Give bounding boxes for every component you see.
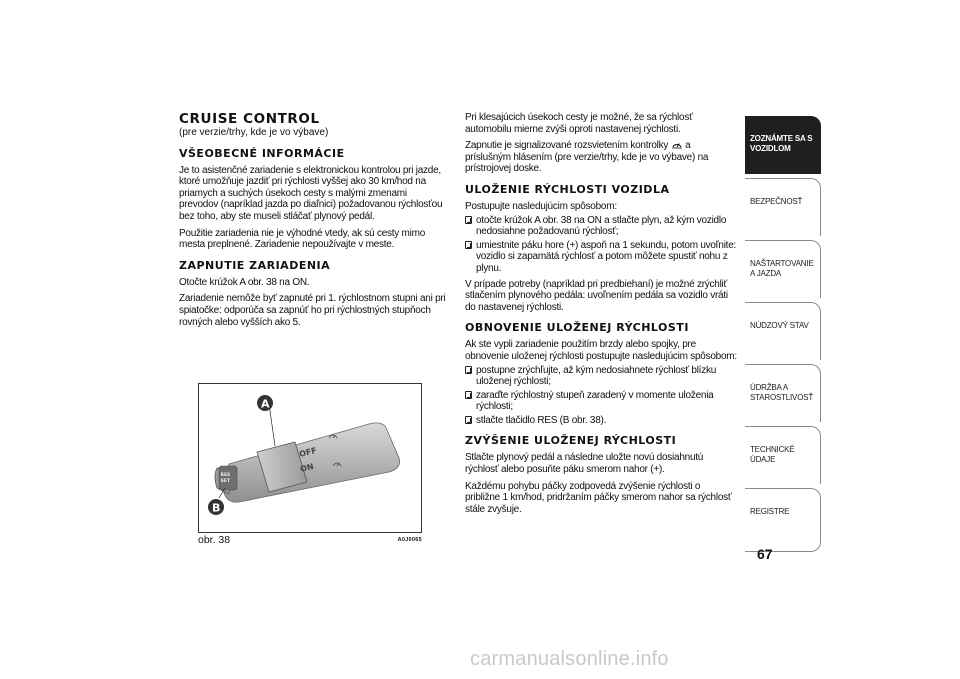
section-heading-store: ULOŽENIE RÝCHLOSTI VOZIDLA bbox=[465, 182, 670, 196]
res-label-1: RES bbox=[220, 473, 231, 478]
paragraph: Postupujte nasledujúcim spôsobom: bbox=[465, 200, 617, 212]
tab-technical-data[interactable]: TECHNICKÉ ÚDAJE bbox=[745, 426, 821, 484]
checkbox-bullet-icon bbox=[465, 366, 472, 374]
section-heading-general: VŠEOBECNÉ INFORMÁCIE bbox=[179, 146, 345, 160]
paragraph bbox=[465, 140, 737, 175]
tab-start-drive[interactable]: NAŠTARTOVANIE A JAZDA bbox=[745, 240, 821, 298]
paragraph: Každému pohybu páčky zodpovedá zvýšenie rýchlosti o približne 1 km/hod, pridržaním páčky smerom nahor sa rýchlosť stále zvyšuje. bbox=[465, 480, 732, 515]
tab-maintenance[interactable]: ÚDRŽBA A STAROSTLIVOSŤ bbox=[745, 364, 821, 422]
tab-vehicle[interactable]: ZOZNÁMTE SA S VOZIDLOM bbox=[745, 116, 821, 174]
list-item bbox=[465, 365, 737, 388]
figure-caption-row bbox=[198, 534, 422, 548]
list-item-text: umiestnite páku hore (+) aspoň na 1 sekundu, potom uvoľnite: vozidlo si zapamätá rýchlosť a potom môžete spustiť nohu z plynu. bbox=[476, 239, 737, 274]
watermark: carmanualsonline.info bbox=[470, 648, 669, 670]
section-heading-increase: ZVÝŠENIE ULOŽENEJ RÝCHLOSTI bbox=[465, 434, 677, 448]
paragraph: V prípade potreby (napríklad pri predbiehaní) je možné zrýchliť stlačením plynového pedála: uvoľnením pedála sa vozidlo vráti do nastavenej rýchlosti. bbox=[465, 278, 728, 313]
paragraph-part: a príslušným hlásením (pre verzie/trhy, kde je vo výbave) na prístrojovej doske. bbox=[465, 140, 709, 175]
paragraph: Je to asistenčné zariadenie s elektronickou kontrolou pri jazde, ktoré umožňuje jazdiť pri rýchlosti vyššej ako 30 km/hod na priamych a suchých úsekoch cesty s malými zmenami prevodov (napríklad jazda po diaľnici) požadovanou rýchlosťou bez toho, aby ste museli stláčať plynový pedál. bbox=[179, 164, 443, 222]
section-heading-restore: OBNOVENIE ULOŽENEJ RÝCHLOSTI bbox=[465, 321, 689, 335]
list-item bbox=[465, 240, 737, 275]
checkbox-bullet-icon bbox=[465, 216, 472, 224]
checkbox-bullet-icon bbox=[465, 391, 472, 399]
section-heading-on: ZAPNUTIE ZARIADENIA bbox=[179, 258, 331, 272]
res-button bbox=[219, 466, 237, 490]
tab-emergency[interactable]: NÚDZOVÝ STAV bbox=[745, 302, 821, 360]
paragraph: Použitie zariadenia nie je výhodné vtedy, ak sú cesty mimo mesta preplnené. Zariadenie nepoužívajte v meste. bbox=[179, 227, 426, 251]
right-column bbox=[465, 112, 737, 520]
callout-a-label: A bbox=[261, 397, 270, 411]
list-item-text: postupne zrýchľujte, až kým nedosiahnete rýchlosť blízku uloženej rýchlosti; bbox=[476, 364, 717, 388]
cruise-warning-light-icon bbox=[671, 140, 683, 149]
figure-cruise-lever bbox=[198, 383, 422, 533]
paragraph: Stlačte plynový pedál a následne uložte novú dosiahnutú rýchlosť alebo posuňte páku smerom nahor (+). bbox=[465, 452, 704, 476]
paragraph-part: Zapnutie je signalizované rozsvietením kontrolky bbox=[465, 140, 669, 152]
paragraph: Otočte krúžok A obr. 38 na ON. bbox=[179, 276, 310, 288]
figure-code: A0J0065 bbox=[397, 537, 422, 543]
on-marking: ON bbox=[299, 461, 315, 474]
checklist-restore bbox=[465, 365, 737, 427]
checkbox-bullet-icon bbox=[465, 241, 472, 249]
res-label-2: SET bbox=[220, 479, 230, 484]
paragraph: Pri klesajúcich úsekoch cesty je možné, že sa rýchlosť automobilu mierne zvýši oproti nastavenej rýchlosti. bbox=[465, 112, 693, 135]
page-number: 67 bbox=[757, 546, 773, 562]
page-subtitle: (pre verzie/trhy, kde je vo výbave) bbox=[179, 127, 329, 138]
cruise-lever-illustration bbox=[199, 384, 421, 532]
paragraph: Ak ste vypli zariadenie použitím brzdy alebo spojky, pre obnovenie uloženej rýchlosti postupujte nasledujúcim spôsobom: bbox=[465, 339, 737, 362]
figure-caption: obr. 38 bbox=[198, 534, 231, 546]
list-item bbox=[465, 390, 737, 413]
list-item-text: otočte krúžok A obr. 38 na ON a stlačte plyn, až kým vozidlo nedosiahne požadovanú rýchlosť; bbox=[476, 214, 727, 238]
tab-index[interactable]: REGISTRE bbox=[745, 488, 821, 552]
checkbox-bullet-icon bbox=[465, 416, 472, 424]
left-column bbox=[179, 112, 447, 333]
list-item bbox=[465, 415, 737, 427]
list-item-text: stlačte tlačidlo RES (B obr. 38). bbox=[476, 414, 607, 426]
list-item-text: zaraďte rýchlostný stupeň zaradený v momente uloženia rýchlosti; bbox=[476, 389, 714, 413]
paragraph: Zariadenie nemôže byť zapnuté pri 1. rýchlostnom stupni ani pri spiatočke: odporúča sa zapnúť ho pri rýchlostných stupňoch rovných alebo vyšších ako 5. bbox=[179, 293, 446, 328]
page-title: CRUISE CONTROL bbox=[179, 111, 320, 127]
off-marking: OFF bbox=[298, 445, 318, 459]
chapter-tabs bbox=[745, 116, 821, 556]
tab-safety[interactable]: BEZPEČNOSŤ bbox=[745, 178, 821, 236]
callout-b-label: B bbox=[212, 501, 221, 515]
checklist-store bbox=[465, 215, 737, 275]
list-item bbox=[465, 215, 737, 238]
